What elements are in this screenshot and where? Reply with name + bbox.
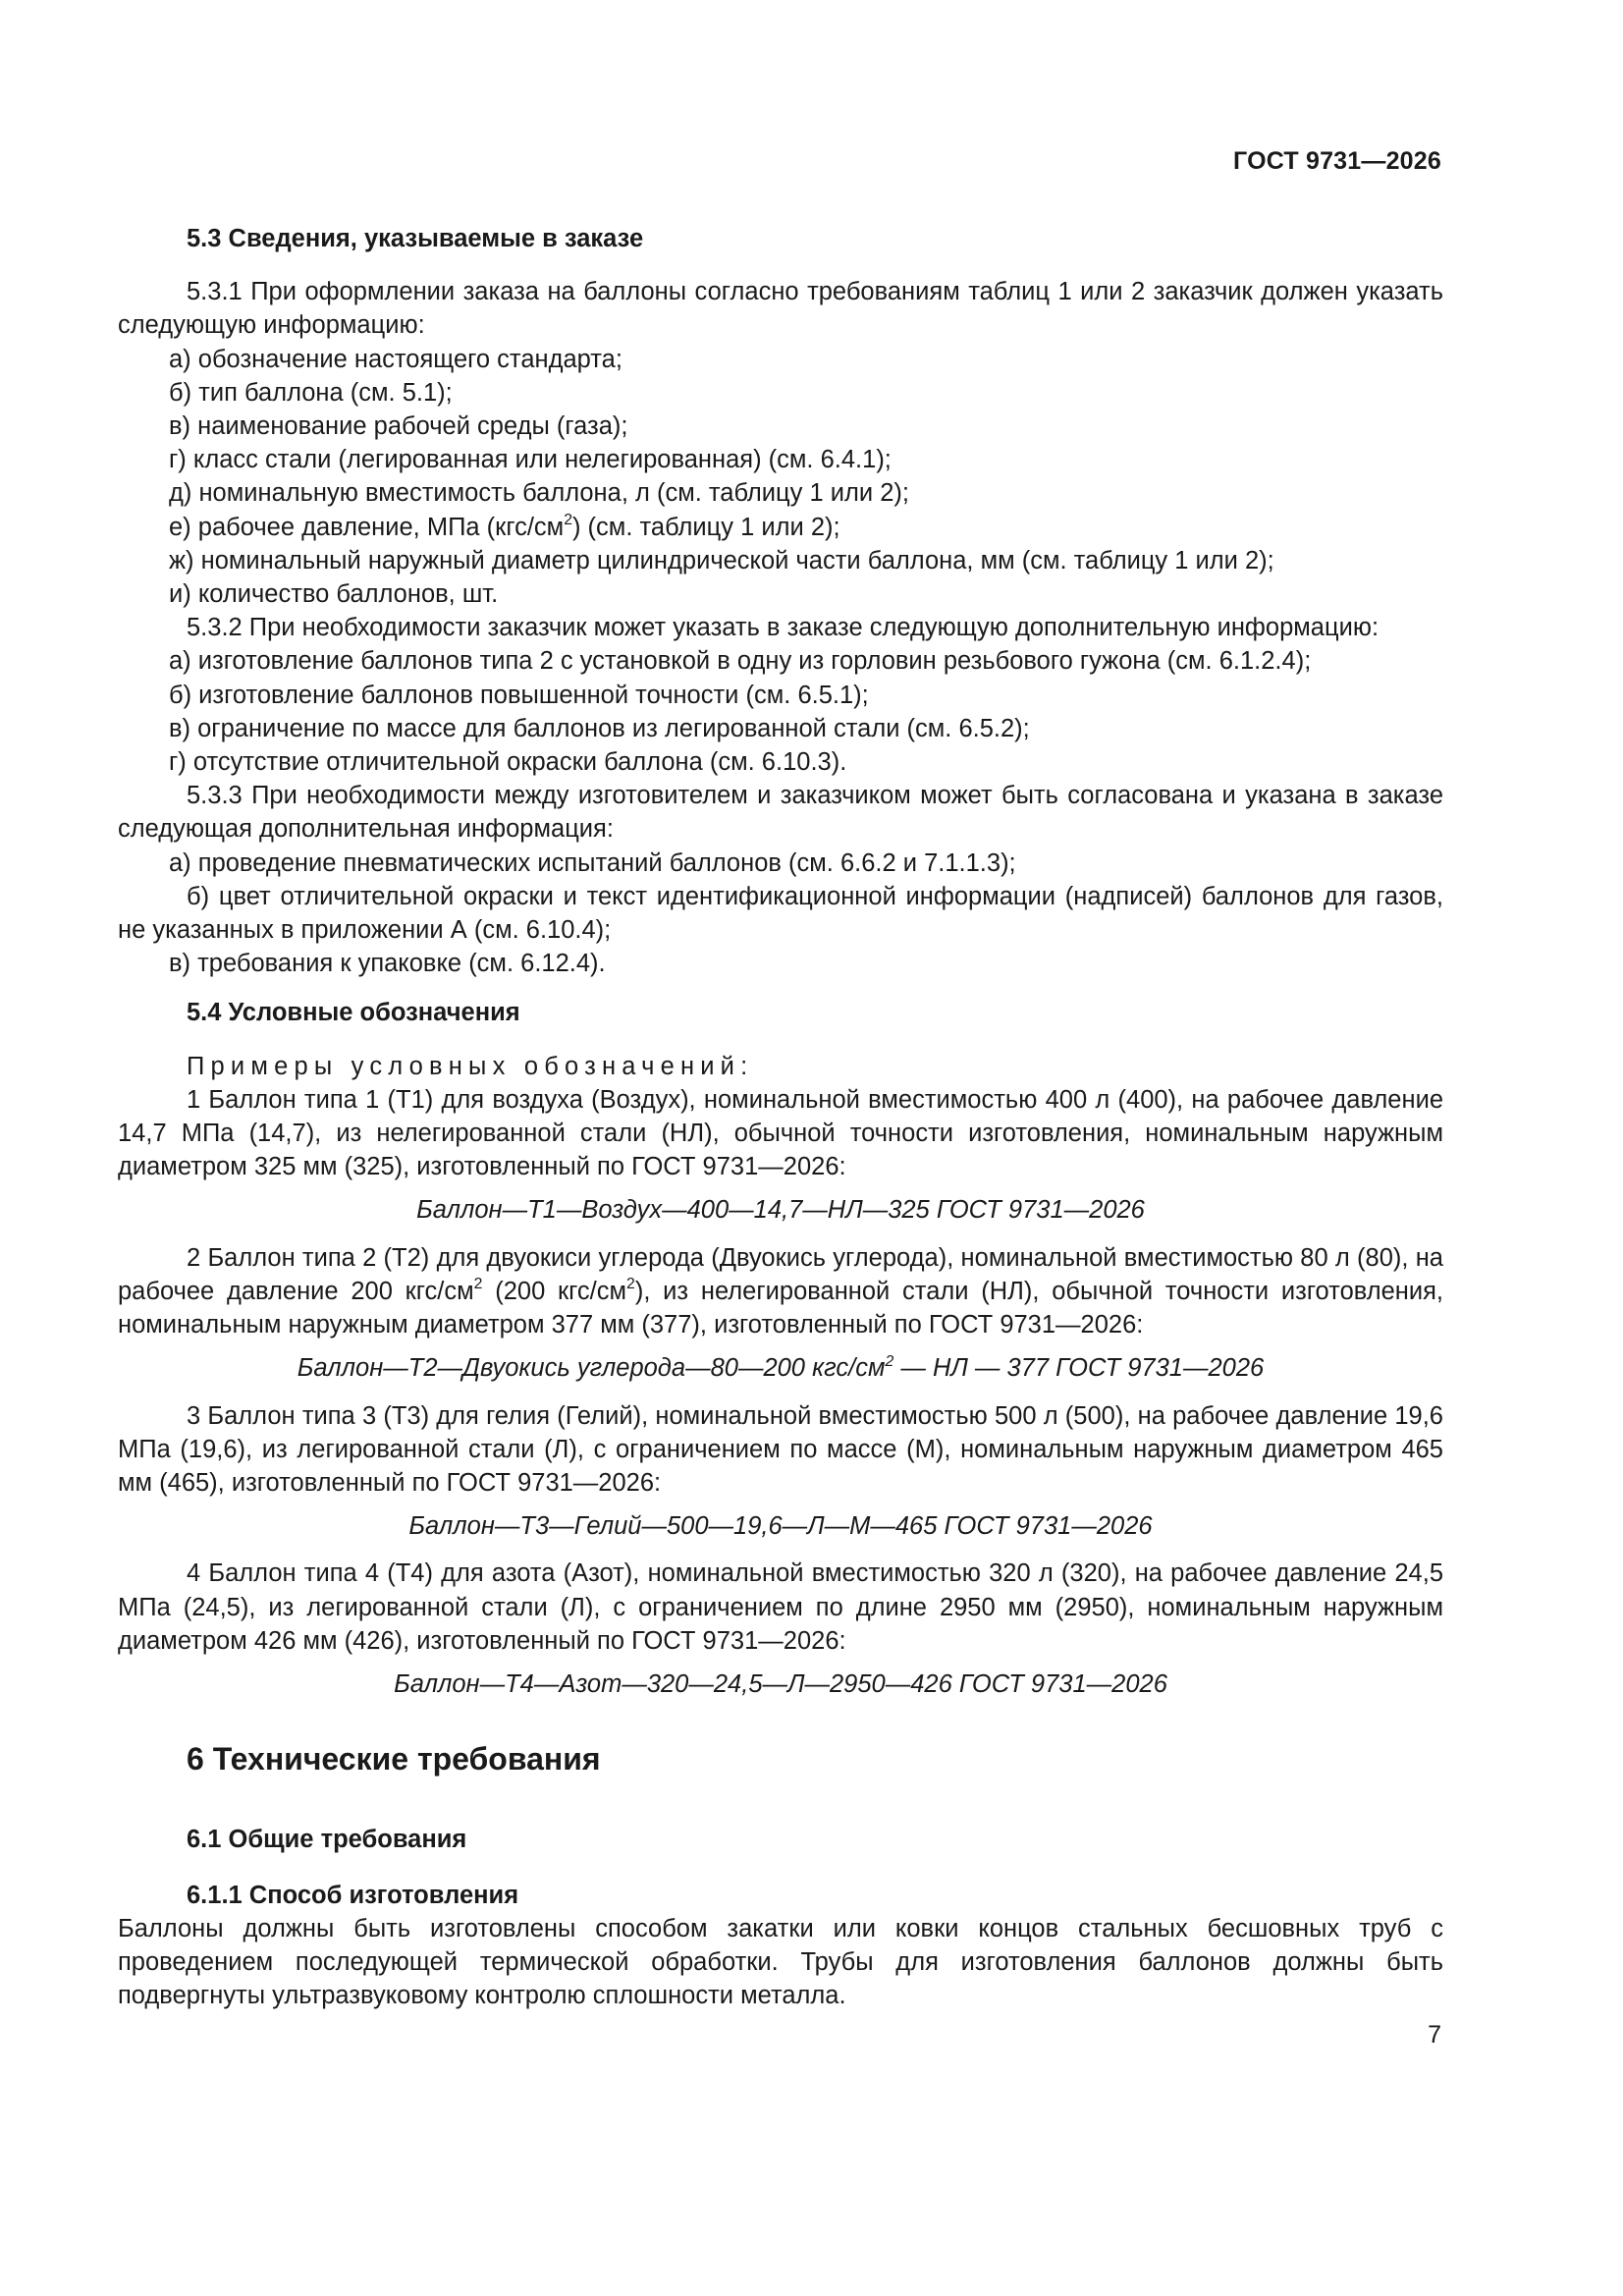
paragraph-5-3-1: 5.3.1 При оформлении заказа на баллоны согласно требованиям таблиц 1 или 2 заказчик должен указать следующую информацию: xyxy=(118,278,1443,340)
superscript: 2 xyxy=(564,512,572,529)
paragraph-6-1-1: Баллоны должны быть изготовлены способом закатки или ковки концов стальных бесшовных труб с проведением последующей термической обработки. Трубы для изготовления баллонов должны быть подвергнуты ультразвуковому контролю сплошности металла. xyxy=(118,1914,1443,2010)
list-item-text: е) рабочее давление, МПа (кгс/см xyxy=(169,513,565,541)
list-item: г) класс стали (легированная или нелегированная) (см. 6.4.1); xyxy=(169,446,892,474)
example-3: 3 Баллон типа 3 (Т3) для гелия (Гелий), номинальной вместимостью 500 л (500), на рабочее давление 19,6 МПа (19,6), из легированной стали (Л), с ограничением по массе (М), номинальным наружным диаметром 465 мм (465), изготовленный по ГОСТ 9731—2026: xyxy=(118,1401,1443,1497)
paragraph-5-3-2: 5.3.2 При необходимости заказчик может указать в заказе следующую дополнительную информацию: xyxy=(187,614,1380,642)
designation-example-2 xyxy=(118,1351,1443,1385)
example-text: (200 кгс/см xyxy=(482,1277,627,1305)
list-item: а) обозначение настоящего стандарта; xyxy=(169,345,622,373)
superscript: 2 xyxy=(626,1276,635,1293)
example-text: 2 Баллон типа 2 (Т2) для двуокиси углерода (Двуокись углерода), номинальной вместимостью 80 л (80), на рабочее давление 200 кгс/см xyxy=(118,1243,1443,1305)
list-item: и) количество баллонов, шт. xyxy=(169,580,499,609)
examples-label: Примеры условных обозначений: xyxy=(187,1052,754,1080)
example-2 xyxy=(118,1241,1443,1342)
list-item: а) изготовление баллонов типа 2 с установкой в одну из горловин резьбового гужона (см. 6.1.2.4); xyxy=(169,647,1312,676)
section-5-4-heading: 5.4 Условные обозначения xyxy=(187,999,520,1027)
list-item: б) тип баллона (см. 5.1); xyxy=(169,378,453,407)
list-item: б) цвет отличительной окраски и текст идентификационной информации (надписей) баллонов для газов, не указанных в приложении А (см. 6.10.4); xyxy=(118,882,1443,945)
superscript: 2 xyxy=(473,1276,483,1293)
list-item: а) проведение пневматических испытаний баллонов (см. 6.6.2 и 7.1.1.3); xyxy=(169,848,1016,877)
list-item: ж) номинальный наружный диаметр цилиндрической части баллона, мм (см. таблицу 1 или 2); xyxy=(169,546,1274,574)
designation-text: Баллон—Т2—Двуокись углерода—80—200 кгс/см xyxy=(297,1354,886,1383)
list-item xyxy=(118,511,1443,544)
list-item: в) требования к упаковке (см. 6.12.4). xyxy=(169,950,606,978)
superscript: 2 xyxy=(885,1352,894,1370)
document-code-header: ГОСТ 9731—2026 xyxy=(1233,147,1441,175)
example-text: ), из нелегированной стали (НЛ), обычной точности изготовления, номинальным наружным диаметром 377 мм (377), изготовленный по ГОСТ 9731—2026: xyxy=(118,1277,1443,1339)
list-item: в) ограничение по массе для баллонов из легированной стали (см. 6.5.2); xyxy=(169,714,1030,742)
page-content xyxy=(118,222,1443,2012)
list-item: б) изготовление баллонов повышенной точности (см. 6.5.1); xyxy=(169,681,869,709)
designation-example-1: Баллон—Т1—Воздух—400—14,7—НЛ—325 ГОСТ 9731—2026 xyxy=(416,1196,1145,1225)
section-6-1-1-heading: 6.1.1 Способ изготовления xyxy=(187,1881,519,1909)
section-6-1-heading: 6.1 Общие требования xyxy=(187,1826,467,1854)
list-item: г) отсутствие отличительной окраски баллона (см. 6.10.3). xyxy=(169,748,847,777)
example-1: 1 Баллон типа 1 (Т1) для воздуха (Воздух), номинальной вместимостью 400 л (400), на рабочее давление 14,7 МПа (14,7), из нелегированной стали (НЛ), обычной точности изготовления, номинальным наружным диаметром 325 мм (325), изготовленный по ГОСТ 9731—2026: xyxy=(118,1085,1443,1181)
designation-example-3: Баллон—Т3—Гелий—500—19,6—Л—М—465 ГОСТ 9731—2026 xyxy=(408,1512,1153,1541)
list-item: в) наименование рабочей среды (газа); xyxy=(169,412,628,441)
page-number: 7 xyxy=(1428,2021,1441,2049)
designation-text: — НЛ — 377 ГОСТ 9731—2026 xyxy=(893,1354,1265,1383)
section-5-3-heading: 5.3 Сведения, указываемые в заказе xyxy=(187,225,644,252)
list-item-text: ) (см. таблицу 1 или 2); xyxy=(571,513,840,541)
section-6-heading: 6 Технические требования xyxy=(187,1741,601,1777)
paragraph-5-3-3: 5.3.3 При необходимости между изготовителем и заказчиком может быть согласована и указана в заказе следующая дополнительная информация: xyxy=(118,782,1443,844)
example-4: 4 Баллон типа 4 (Т4) для азота (Азот), номинальной вместимостью 320 л (320), на рабочее давление 24,5 МПа (24,5), из легированной стали (Л), с ограничением по длине 2950 мм (2950), номинальным наружным диаметром 426 мм (426), изготовленный по ГОСТ 9731—2026: xyxy=(118,1559,1443,1655)
designation-example-4: Баллон—Т4—Азот—320—24,5—Л—2950—426 ГОСТ 9731—2026 xyxy=(394,1669,1167,1698)
list-item: д) номинальную вместимость баллона, л (см. таблицу 1 или 2); xyxy=(169,479,909,508)
